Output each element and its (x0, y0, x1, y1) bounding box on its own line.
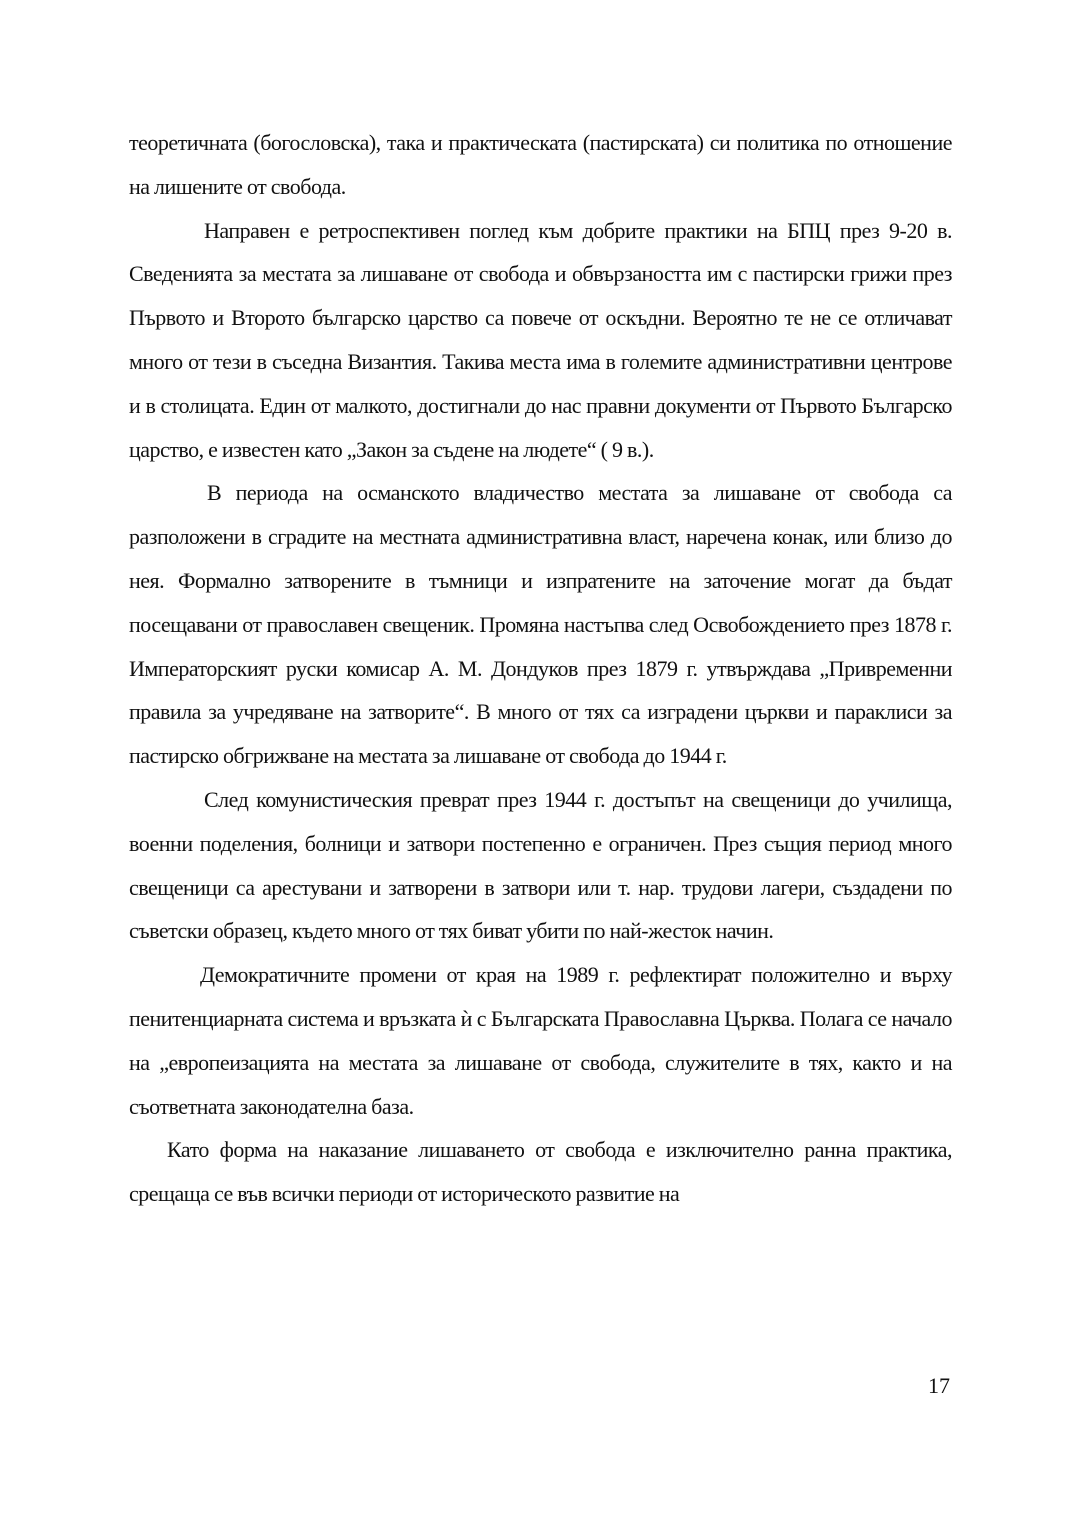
paragraph-4: След комунистическия преврат през 1944 г. достъпът на свещеници до училища, военни поделения, болници и затвори постепенно е ограничен. През същия период много свещеници са арестувани и затворени в затвори или т. нар. трудови лагери, създадени по съветски образец, където много от тях биват убити по най-жесток начин. (129, 786, 952, 944)
page-number: 17 (928, 1373, 950, 1398)
paragraph-1: теоретичната (богословска), така и практическата (пастирската) си политика по отношение на лишените от свобода. (129, 130, 952, 199)
paragraph-3: В периода на османското владичество местата за лишаване от свобода са разположени в сградите на местната административна власт, наречена конак, или близо до нея. Формално затворените в тъмници и изпратените на заточение могат да бъдат посещавани от православен свещеник. Промяна настъпва след Освобождението през 1878 г. Императорският руски комисар А. М. Дондуков през 1879 г. утвърждава „Привременни правила за учредяване на затворите“. В много от тях са изградени църкви и параклиси за пастирско обгрижване на местата за лишаване от свобода до 1944 г. (129, 480, 952, 769)
paragraph-6: Като форма на наказание лишаването от свобода е изключително ранна практика, срещаща се във всички периоди от историческото развитие на (129, 1137, 952, 1207)
paragraph-2: Направен е ретроспективен поглед към добрите практики на БПЦ през 9-20 в. Сведенията за местата за лишаване от свобода и обвързаността им с пастирски грижи през Първото и Второто българско царство са повече от оскъдни. Вероятно те не се отличават много от тези в съседна Византия. Такива места има в големите административни центрове и в столицата. Един от малкото, достигнали до нас правни документи от Първото Българско царство, е известен като „Закон за съдене на людете“ ( 9 в.). (129, 217, 952, 462)
body-text (129, 121, 952, 1216)
paragraph-5: Демократичните промени от края на 1989 г. рефлектират положително и върху пенитенциарната система и връзката ѝ с Българската Православна Църква. Полага се начало на „европеизацията на местата за лишаване от свобода, служителите в тях, както и на съответната законодателна база. (129, 962, 952, 1119)
